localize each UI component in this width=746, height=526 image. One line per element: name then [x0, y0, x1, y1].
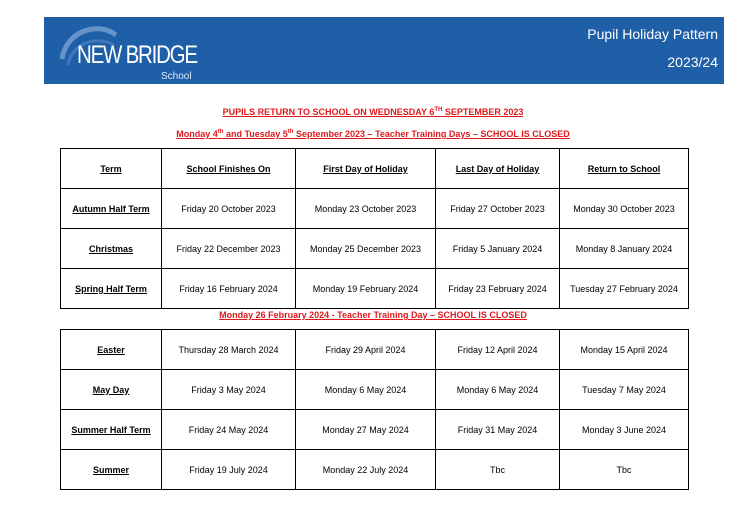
table-header-row [61, 149, 689, 189]
table-row [61, 410, 689, 450]
table-cell: Monday 27 May 2024 [296, 410, 436, 450]
table-cell: Monday 22 July 2024 [296, 450, 436, 490]
table-cell: Thursday 28 March 2024 [162, 330, 296, 370]
school-logo [58, 21, 197, 83]
table-cell: Friday 3 May 2024 [162, 370, 296, 410]
header-banner [44, 17, 724, 84]
return-notice: PUPILS RETURN TO SCHOOL ON WEDNESDAY 6TH SEPTEMBER 2023 [222, 107, 524, 117]
table-cell: Friday 27 October 2023 [436, 189, 560, 229]
table-row [61, 229, 689, 269]
holiday-table-autumn-spring [60, 148, 689, 309]
table-cell: Friday 23 February 2024 [436, 269, 560, 309]
logo-wordmark: NEW BRIDGE [77, 41, 197, 69]
term-name: Easter [61, 330, 162, 370]
table-cell: Friday 29 April 2024 [296, 330, 436, 370]
table-row [61, 189, 689, 229]
table-cell: Tbc [436, 450, 560, 490]
term-name: Christmas [61, 229, 162, 269]
table-cell: Friday 16 February 2024 [162, 269, 296, 309]
table-cell: Friday 12 April 2024 [436, 330, 560, 370]
column-header: First Day of Holiday [296, 149, 436, 189]
term-name: Autumn Half Term [61, 189, 162, 229]
term-name: Summer [61, 450, 162, 490]
table-cell: Monday 3 June 2024 [560, 410, 689, 450]
table-cell: Tbc [560, 450, 689, 490]
table-cell: Monday 30 October 2023 [560, 189, 689, 229]
term-name: Summer Half Term [61, 410, 162, 450]
table-cell: Monday 8 January 2024 [560, 229, 689, 269]
table-cell: Monday 23 October 2023 [296, 189, 436, 229]
table-cell: Monday 25 December 2023 [296, 229, 436, 269]
term-name: May Day [61, 370, 162, 410]
training-days-notice: Monday 4th and Tuesday 5th September 2023 – Teacher Training Days – SCHOOL IS CLOSED [176, 129, 570, 139]
table-cell: Friday 24 May 2024 [162, 410, 296, 450]
table-row [61, 269, 689, 309]
page-title: Pupil Holiday Pattern [587, 26, 718, 42]
column-header: Return to School [560, 149, 689, 189]
table-cell: Monday 19 February 2024 [296, 269, 436, 309]
logo-subtitle: School [161, 71, 192, 82]
table-cell: Tuesday 27 February 2024 [560, 269, 689, 309]
column-header: Last Day of Holiday [436, 149, 560, 189]
table-row [61, 330, 689, 370]
page-year: 2023/24 [667, 54, 718, 70]
table-cell: Monday 15 April 2024 [560, 330, 689, 370]
column-header: School Finishes On [162, 149, 296, 189]
table-cell: Friday 22 December 2023 [162, 229, 296, 269]
table-row [61, 450, 689, 490]
table-cell: Friday 31 May 2024 [436, 410, 560, 450]
holiday-table-easter-summer [60, 329, 689, 490]
training-day-closure-notice: Monday 26 February 2024 - Teacher Training Day – SCHOOL IS CLOSED [219, 310, 527, 320]
table-row [61, 370, 689, 410]
table-cell: Friday 20 October 2023 [162, 189, 296, 229]
table-cell: Friday 19 July 2024 [162, 450, 296, 490]
table-cell: Monday 6 May 2024 [436, 370, 560, 410]
table-cell: Friday 5 January 2024 [436, 229, 560, 269]
table-cell: Tuesday 7 May 2024 [560, 370, 689, 410]
term-name: Spring Half Term [61, 269, 162, 309]
table-cell: Monday 6 May 2024 [296, 370, 436, 410]
column-header: Term [61, 149, 162, 189]
